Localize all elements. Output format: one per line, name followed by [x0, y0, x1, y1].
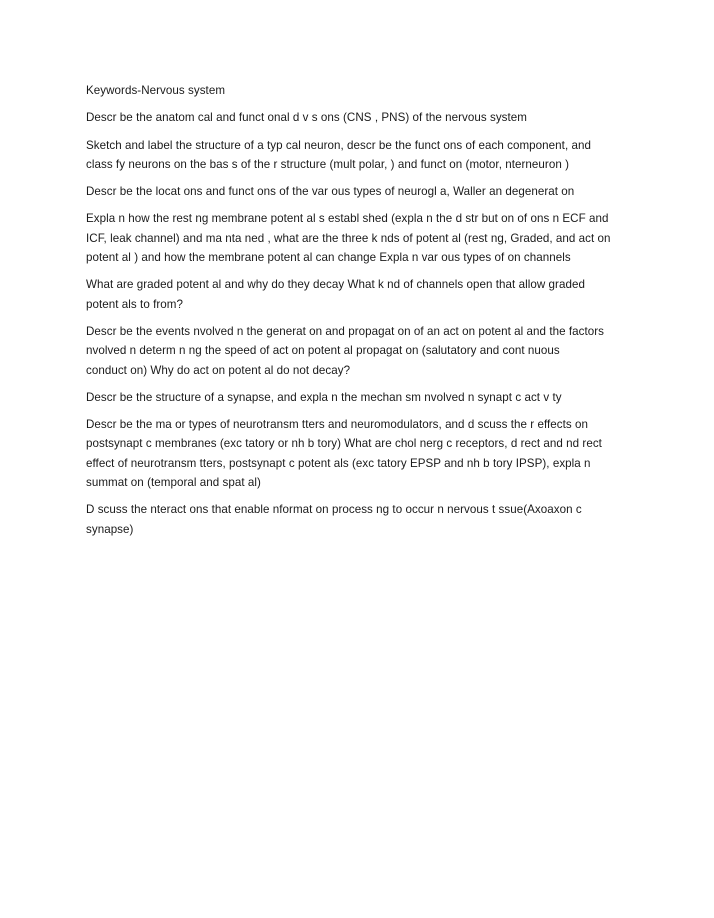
paragraph-graded-potential: What are graded potent al and why do they decay What k nd of channels open that allow graded potent als to from? [86, 278, 585, 311]
document-title: Keywords-Nervous system [86, 84, 226, 97]
paragraph-neuron-structure: Sketch and label the structure of a typ cal neuron, descr be the funct ons of each component, and class fy neurons on the bas s of the r structure (mult polar, ) and funct on (motor, nterneuron ) [86, 138, 591, 171]
paragraph-neurotransmitters: Descr be the ma or types of neurotransm tters and neuromodulators, and d scuss the r effects on postsynapt c membranes (exc tatory or nh b tory) What are chol nerg c receptors, d rect and nd rect effect of neurotransm tters, postsynapt c potent als (exc tatory EPSP and nh b tory IPSP), expla n summat on (temporal and spat al) [86, 418, 602, 490]
paragraph-information-processing: D scuss the nteract ons that enable nformat on process ng to occur n nervous t ssue(Axoaxon c synapse) [86, 503, 582, 536]
document-body [86, 81, 631, 547]
paragraph-divisions: Descr be the anatom cal and funct onal d v s ons (CNS , PNS) of the nervous system [86, 111, 527, 125]
paragraph-action-potential: Descr be the events nvolved n the generat on and propagat on of an act on potent al and the factors nvolved n determ n ng the speed of act on potent al propagat on (salutatory and cont nuous conduct on) Why do act on potent al do not decay? [86, 324, 605, 377]
paragraph-synapse: Descr be the structure of a synapse, and expla n the mechan sm nvolved n synapt c act v ty [86, 390, 562, 404]
paragraph-resting-membrane: Expla n how the rest ng membrane potent al s establ shed (expla n the d str but on of ons n ECF and ICF, leak channel) and ma nta ned , what are the three k nds of potent al (rest ng, Graded, and act on potent al ) and how the membrane potent al can change Expla n var ous types of on channels [86, 212, 611, 265]
paragraph-neuroglia: Descr be the locat ons and funct ons of the var ous types of neurogl a, Waller an degenerat on [86, 185, 575, 199]
